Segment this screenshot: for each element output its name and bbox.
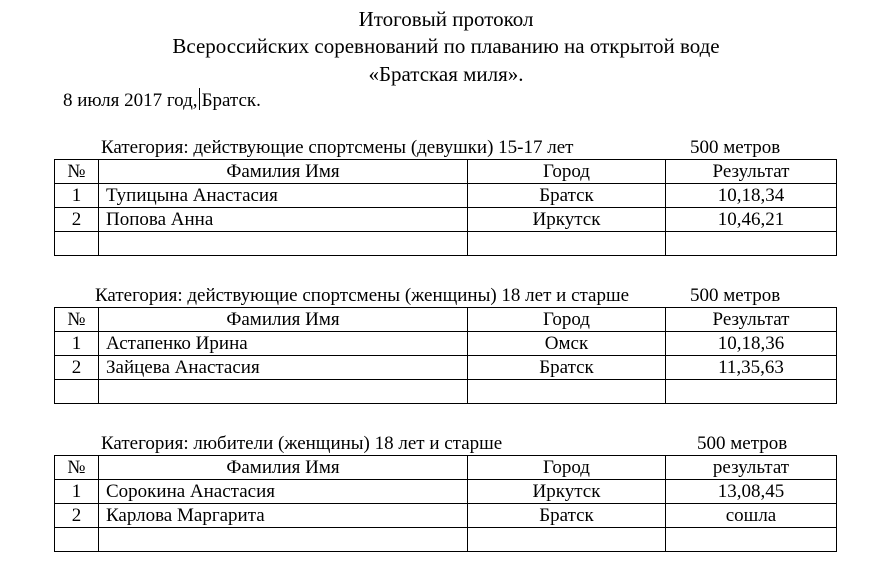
category-distance: 500 метров <box>697 433 788 454</box>
table-row <box>55 356 837 380</box>
athlete-city <box>468 528 666 552</box>
athlete-city <box>468 232 666 256</box>
row-number: 2 <box>55 356 99 380</box>
text-cursor <box>199 88 200 110</box>
athlete-city: Иркутск <box>468 208 666 232</box>
table-row-empty <box>55 380 837 404</box>
table-row <box>55 184 837 208</box>
athlete-name: Карлова Маргарита <box>99 504 468 528</box>
column-header-name: Фамилия Имя <box>99 308 468 332</box>
row-number: 1 <box>55 332 99 356</box>
results-table <box>54 307 837 404</box>
date-location-line <box>63 88 261 113</box>
athlete-result: 10,18,36 <box>666 332 837 356</box>
category-distance: 500 метров <box>690 137 781 158</box>
column-header-result: результат <box>666 456 837 480</box>
row-number <box>55 528 99 552</box>
row-number: 1 <box>55 184 99 208</box>
athlete-result <box>666 528 837 552</box>
athlete-name: Сорокина Анастасия <box>99 480 468 504</box>
table-header-row <box>55 456 837 480</box>
column-header-name: Фамилия Имя <box>99 456 468 480</box>
athlete-result: сошла <box>666 504 837 528</box>
row-number <box>55 232 99 256</box>
table-row <box>55 208 837 232</box>
column-header-city: Город <box>468 456 666 480</box>
athlete-result: 10,18,34 <box>666 184 837 208</box>
athlete-result: 11,35,63 <box>666 356 837 380</box>
event-city: Братск. <box>201 90 261 111</box>
row-number <box>55 380 99 404</box>
column-header-city: Город <box>468 308 666 332</box>
column-header-number: № <box>55 308 99 332</box>
table-header-row <box>55 160 837 184</box>
column-header-number: № <box>55 456 99 480</box>
athlete-result: 10,46,21 <box>666 208 837 232</box>
results-table <box>54 159 837 256</box>
column-header-result: Результат <box>666 308 837 332</box>
athlete-name: Зайцева Анастасия <box>99 356 468 380</box>
table-header-row <box>55 308 837 332</box>
column-header-name: Фамилия Имя <box>99 160 468 184</box>
results-table <box>54 455 837 552</box>
row-number: 2 <box>55 504 99 528</box>
column-header-result: Результат <box>666 160 837 184</box>
athlete-name <box>99 380 468 404</box>
table-row-empty <box>55 232 837 256</box>
athlete-city: Омск <box>468 332 666 356</box>
athlete-result: 13,08,45 <box>666 480 837 504</box>
category-title: Категория: действующие спортсмены (девушки) 15-17 лет <box>101 137 574 158</box>
athlete-name <box>99 528 468 552</box>
table-row <box>55 504 837 528</box>
category-distance: 500 метров <box>690 285 781 306</box>
table-row-empty <box>55 528 837 552</box>
athlete-name: Попова Анна <box>99 208 468 232</box>
athlete-result <box>666 232 837 256</box>
column-header-number: № <box>55 160 99 184</box>
category-title: Категория: действующие спортсмены (женщины) 18 лет и старше <box>95 285 630 306</box>
category-title: Категория: любители (женщины) 18 лет и старше <box>101 433 503 454</box>
athlete-city <box>468 380 666 404</box>
column-header-city: Город <box>468 160 666 184</box>
athlete-city: Иркутск <box>468 480 666 504</box>
event-name: «Братская миля». <box>368 62 524 86</box>
row-number: 2 <box>55 208 99 232</box>
athlete-city: Братск <box>468 504 666 528</box>
athlete-city: Братск <box>468 356 666 380</box>
athlete-name <box>99 232 468 256</box>
event-date: 8 июля 2017 год, <box>63 90 198 111</box>
athlete-name: Тупицына Анастасия <box>99 184 468 208</box>
competition-name: Всероссийских соревнований по плаванию на открытой воде <box>172 34 720 58</box>
athlete-name: Астапенко Ирина <box>99 332 468 356</box>
table-row <box>55 332 837 356</box>
athlete-city: Братск <box>468 184 666 208</box>
row-number: 1 <box>55 480 99 504</box>
protocol-title: Итоговый протокол <box>358 7 534 31</box>
athlete-result <box>666 380 837 404</box>
table-row <box>55 480 837 504</box>
